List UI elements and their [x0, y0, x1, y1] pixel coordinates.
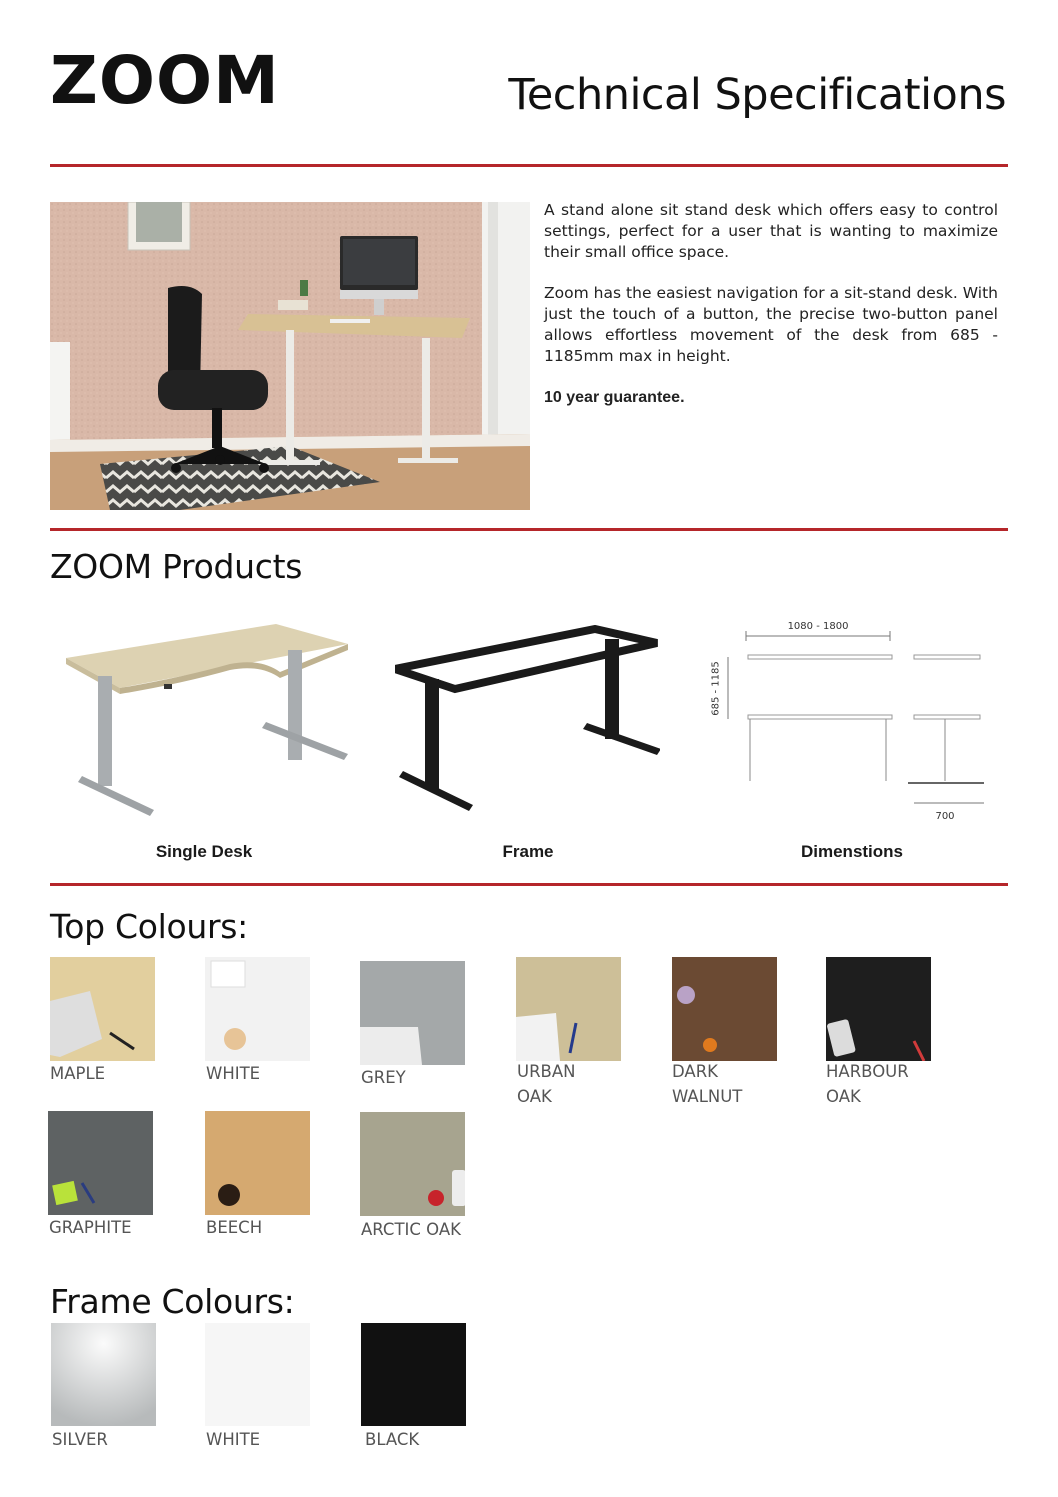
product-label-single-desk: Single Desk [155, 842, 253, 861]
frame-label-silver: SILVER [52, 1430, 108, 1449]
hero-office-photo [50, 202, 530, 510]
swatch-beech [205, 1111, 310, 1215]
single-desk-image [60, 620, 352, 825]
frame-label-white: WHITE [206, 1430, 261, 1449]
swatch-frame-black [361, 1323, 466, 1426]
swatch-maple [50, 957, 155, 1061]
divider-products [50, 528, 1008, 531]
swatch-label-white: WHITE [206, 1064, 261, 1083]
swatch-white [205, 957, 310, 1061]
swatch-label-grey: GREY [361, 1068, 406, 1087]
swatch-urban-oak [516, 957, 621, 1061]
frame-image [395, 625, 660, 825]
swatch-grey [360, 961, 465, 1065]
guarantee-text: 10 year guarantee. [544, 389, 685, 406]
dimension-height: 685 - 1185 [710, 661, 722, 716]
swatch-label-dark-walnut-1: DARK [672, 1062, 718, 1081]
frame-colours-heading: Frame Colours: [50, 1282, 295, 1321]
product-label-frame: Frame [502, 842, 554, 861]
swatch-label-harbour-oak-1: HARBOUR [826, 1062, 909, 1081]
swatch-label-harbour-oak-2: OAK [826, 1087, 861, 1106]
divider-colours [50, 883, 1008, 886]
dimension-width: 1080 - 1800 [787, 621, 849, 632]
swatch-dark-walnut [672, 957, 777, 1061]
swatch-frame-white [205, 1323, 310, 1426]
swatch-label-maple: MAPLE [50, 1064, 106, 1083]
page-title: Technical Specifications [508, 70, 1006, 120]
frame-label-black: BLACK [365, 1430, 420, 1449]
product-label-dimensions: Dimenstions [800, 842, 904, 861]
swatch-harbour-oak [826, 957, 931, 1061]
brand-logo: ZOOM [50, 42, 280, 119]
dimension-depth: 700 [935, 811, 955, 822]
swatch-label-urban-oak-1: URBAN [517, 1062, 576, 1081]
intro-paragraph-2: Zoom has the easiest navigation for a sit-stand desk. With just the touch of a button, the precise two-button panel allows effortless movement of the desk from 685 - 1185mm max in height. [544, 284, 998, 365]
intro-paragraph-1: A stand alone sit stand desk which offers easy to control settings, perfect for a user that is wanting to maximize their small office space. [544, 201, 998, 261]
swatch-silver [51, 1323, 156, 1426]
divider-top [50, 164, 1008, 167]
products-heading: ZOOM Products [50, 547, 303, 586]
intro-text [544, 200, 998, 428]
swatch-label-dark-walnut-2: WALNUT [672, 1087, 743, 1106]
swatch-label-urban-oak-2: OAK [517, 1087, 552, 1106]
swatch-label-beech: BEECH [206, 1218, 263, 1237]
swatch-label-arctic-oak: ARCTIC OAK [361, 1220, 461, 1239]
swatch-arctic-oak [360, 1112, 465, 1216]
top-colours-heading: Top Colours: [50, 907, 248, 946]
swatch-graphite [48, 1111, 153, 1215]
swatch-label-graphite: GRAPHITE [49, 1218, 132, 1237]
dimensions-drawing [708, 615, 998, 830]
